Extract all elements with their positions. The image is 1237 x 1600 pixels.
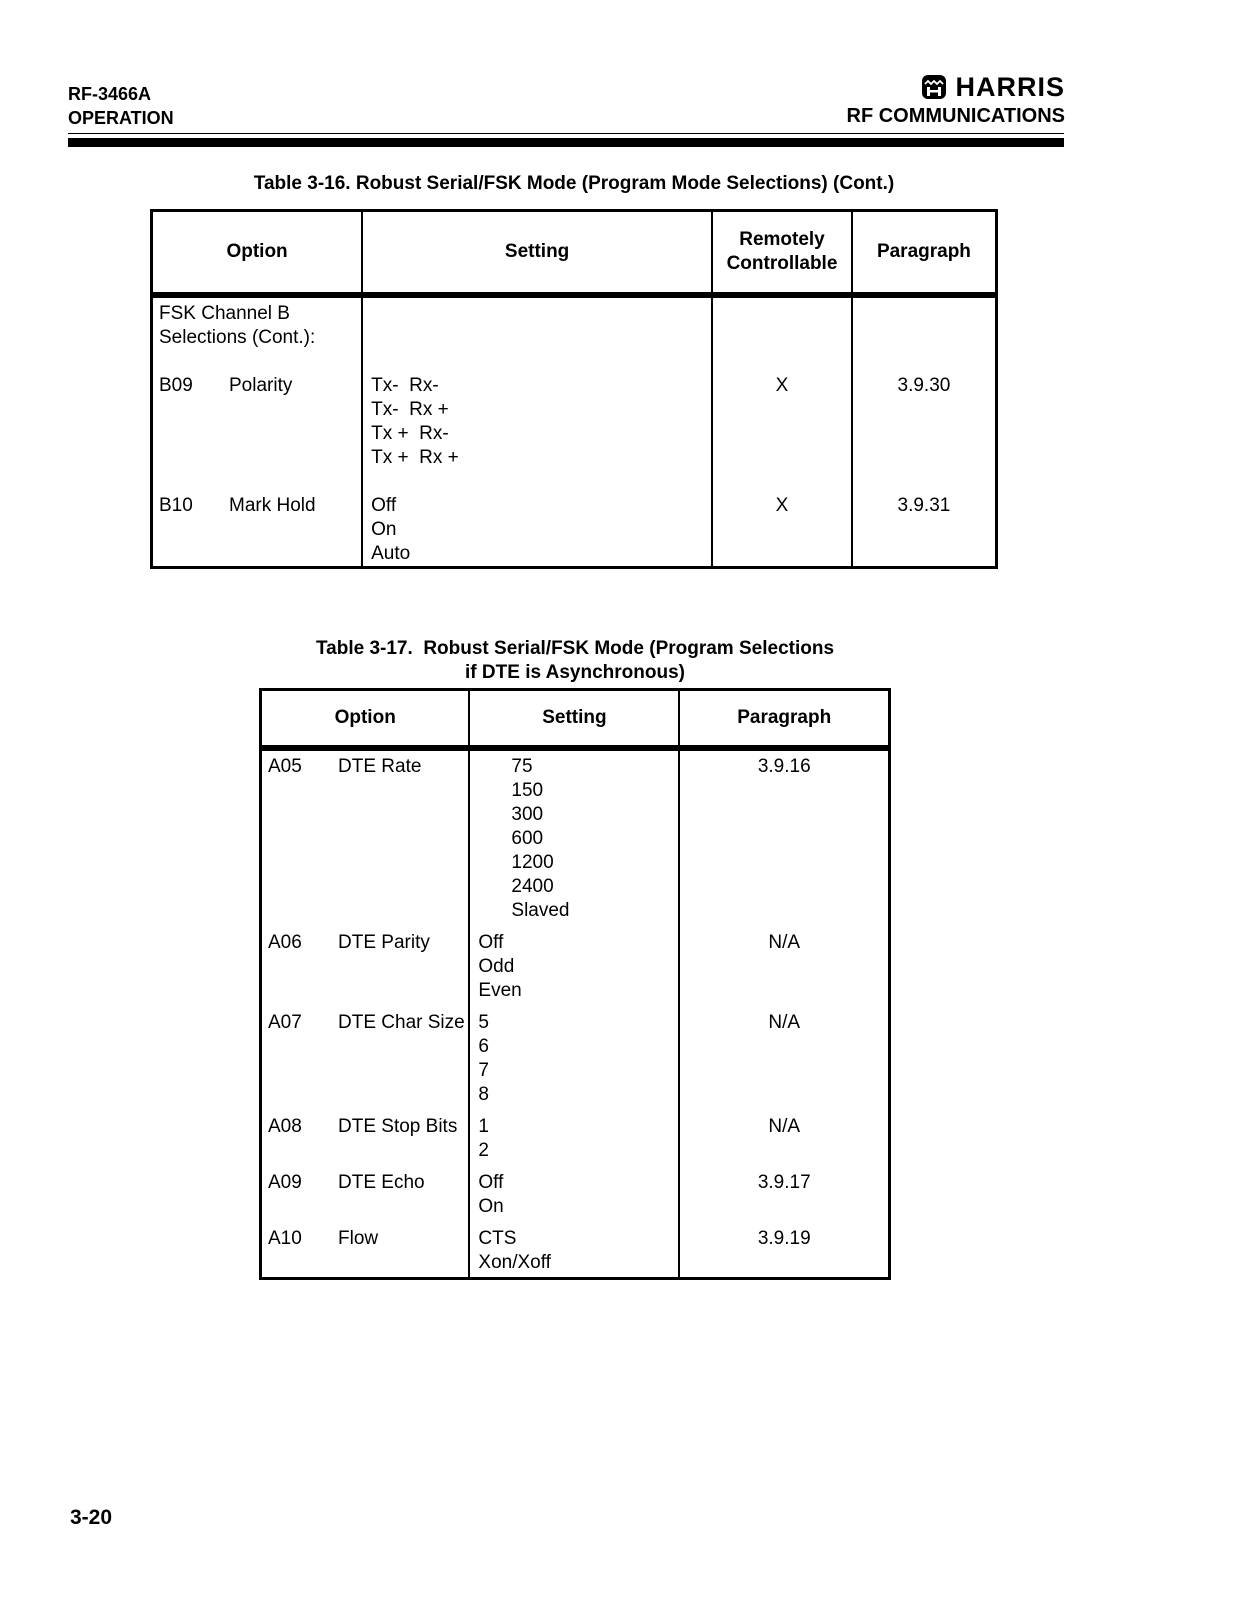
option-code: A09: [268, 1171, 302, 1193]
col-header-setting: Setting: [362, 211, 712, 295]
harris-logo-icon: [921, 74, 947, 100]
table-3-17: [259, 688, 891, 1280]
paragraph-ref: 3.9.17: [679, 1163, 889, 1219]
table-3-16-caption: Table 3-16. Robust Serial/FSK Mode (Program Mode Selections) (Cont.): [253, 173, 895, 194]
company-name: HARRIS: [955, 72, 1065, 102]
header-rule-thin: [68, 133, 1064, 134]
page-number: 3-20: [70, 1506, 113, 1529]
paragraph-ref: N/A: [679, 1003, 889, 1107]
paragraph-ref: 3.9.19: [679, 1219, 889, 1279]
setting-values: Off On: [469, 1163, 679, 1219]
option-name: DTE Char Size: [338, 1011, 465, 1033]
table-row-group: [152, 295, 997, 350]
option-code: A07: [268, 1011, 302, 1033]
option-name: DTE Stop Bits: [338, 1115, 458, 1137]
table-row: [261, 923, 890, 1003]
group-label-line2: Selections (Cont.):: [159, 326, 316, 348]
paragraph-ref: 3.9.31: [852, 470, 997, 568]
table-3-16: [150, 209, 998, 569]
table-3-17-caption: Table 3-17. Robust Serial/FSK Mode (Program Selections if DTE is Asynchronous): [315, 638, 835, 683]
paragraph-ref: 3.9.30: [852, 350, 997, 470]
group-label-line1: FSK Channel B: [159, 302, 290, 324]
section-title: OPERATION: [68, 108, 174, 128]
option-name: Mark Hold: [229, 494, 316, 516]
col-header-remotely-controllable: Remotely Controllable: [712, 211, 852, 295]
setting-values: Tx- Rx- Tx- Rx + Tx + Rx- Tx + Rx +: [362, 350, 712, 470]
doc-number: RF-3466A: [68, 84, 152, 104]
remote-mark: X: [712, 470, 852, 568]
paragraph-ref: 3.9.16: [679, 748, 889, 923]
col-header-option: Option: [152, 211, 363, 295]
table-row: [261, 1003, 890, 1107]
col-header-paragraph: Paragraph: [852, 211, 997, 295]
document-header-right: [847, 72, 1066, 128]
header-rule-thick: [68, 138, 1064, 147]
setting-values: CTS Xon/Xoff: [469, 1219, 679, 1279]
table-row: [261, 748, 890, 923]
paragraph-ref: N/A: [679, 923, 889, 1003]
setting-values: Off Odd Even: [469, 923, 679, 1003]
option-code: B10: [159, 494, 193, 516]
table-row: [261, 1107, 890, 1163]
table-row: [152, 470, 997, 568]
col-header-paragraph: Paragraph: [679, 690, 889, 748]
paragraph-ref: N/A: [679, 1107, 889, 1163]
table-row: [261, 1219, 890, 1279]
col-header-setting: Setting: [469, 690, 679, 748]
table-row: [152, 350, 997, 470]
setting-values: 1 2: [469, 1107, 679, 1163]
remote-mark: X: [712, 350, 852, 470]
option-code: A05: [268, 755, 302, 777]
option-code: A08: [268, 1115, 302, 1137]
option-name: Flow: [338, 1227, 379, 1249]
document-header-left: [68, 82, 174, 130]
setting-values: 5 6 7 8: [469, 1003, 679, 1107]
option-name: Polarity: [229, 374, 293, 396]
option-name: DTE Parity: [338, 931, 430, 953]
setting-values: 75 150 300 600 1200 2400 Slaved: [469, 748, 679, 923]
option-code: A10: [268, 1227, 302, 1249]
table-row: [261, 1163, 890, 1219]
col-header-option: Option: [261, 690, 470, 748]
option-name: DTE Rate: [338, 755, 422, 777]
option-code: A06: [268, 931, 302, 953]
option-code: B09: [159, 374, 193, 396]
division-name: RF COMMUNICATIONS: [846, 105, 1065, 127]
setting-values: Off On Auto: [362, 470, 712, 568]
option-name: DTE Echo: [338, 1171, 425, 1193]
